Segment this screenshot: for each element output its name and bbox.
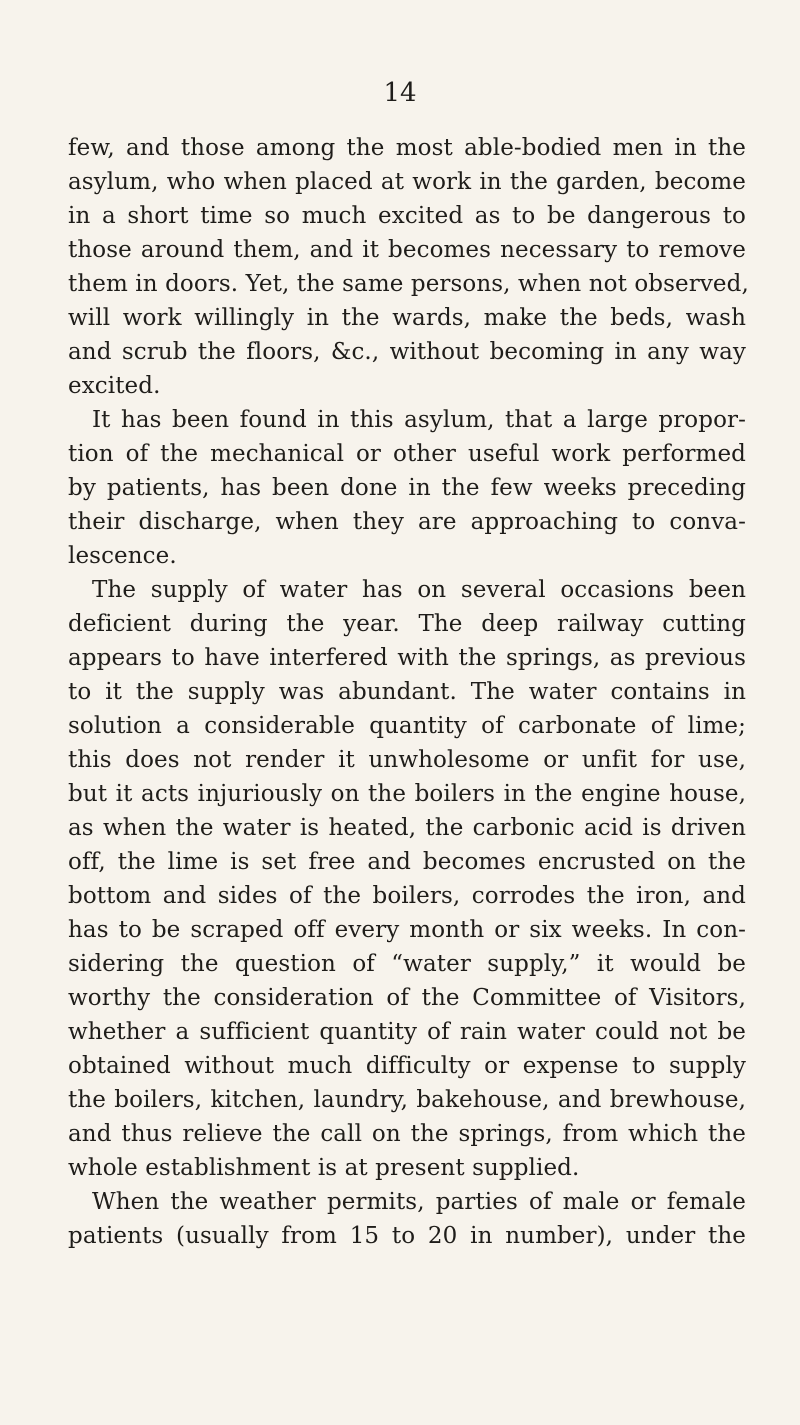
- text-line: them in doors. Yet, the same persons, when not observed,: [68, 271, 749, 297]
- text-line: has to be scraped off every month or six weeks. In con-: [68, 917, 746, 943]
- text-line: off, the lime is set free and becomes encrusted on the: [68, 849, 746, 875]
- text-line: whether a sufficient quantity of rain water could not be: [68, 1019, 746, 1045]
- text-line: worthy the consideration of the Committee of Visitors,: [68, 985, 746, 1011]
- text-line: and scrub the floors, &c., without becoming in any way: [68, 339, 746, 365]
- text-line: It has been found in this asylum, that a large propor-: [92, 407, 746, 433]
- text-line: but it acts injuriously on the boilers in the engine house,: [68, 781, 746, 807]
- text-line: appears to have interfered with the springs, as previous: [68, 645, 746, 671]
- text-line: obtained without much difficulty or expense to supply: [68, 1053, 746, 1079]
- page-number: 14: [383, 78, 417, 108]
- text-line: those around them, and it becomes necessary to remove: [68, 237, 746, 263]
- text-line: to it the supply was abundant. The water contains in: [68, 679, 746, 705]
- text-line: asylum, who when placed at work in the garden, become: [68, 169, 746, 195]
- text-line: patients (usually from 15 to 20 in number), under the: [68, 1223, 746, 1249]
- text-line: When the weather permits, parties of male or female: [92, 1189, 746, 1215]
- text-line: by patients, has been done in the few weeks preceding: [68, 475, 746, 501]
- text-line: solution a considerable quantity of carbonate of lime;: [68, 713, 746, 739]
- text-line: in a short time so much excited as to be dangerous to: [68, 203, 746, 229]
- text-line: will work willingly in the wards, make the beds, wash: [68, 305, 746, 331]
- text-line: sidering the question of “water supply,” it would be: [68, 951, 746, 977]
- text-line: bottom and sides of the boilers, corrodes the iron, and: [68, 883, 746, 909]
- text-line: tion of the mechanical or other useful work performed: [68, 441, 746, 467]
- text-line: this does not render it unwholesome or unfit for use,: [68, 747, 746, 773]
- text-line: their discharge, when they are approaching to conva-: [68, 509, 746, 535]
- text-line: as when the water is heated, the carbonic acid is driven: [68, 815, 746, 841]
- text-line: whole establishment is at present supplied.: [68, 1155, 580, 1181]
- text-line: few, and those among the most able-bodied men in the: [68, 135, 746, 161]
- text-line: excited.: [68, 373, 161, 399]
- text-line: lescence.: [68, 543, 177, 569]
- text-line: deficient during the year. The deep railway cutting: [68, 611, 746, 637]
- text-line: and thus relieve the call on the springs, from which the: [68, 1121, 746, 1147]
- text-line: the boilers, kitchen, laundry, bakehouse, and brewhouse,: [68, 1087, 746, 1113]
- text-line: The supply of water has on several occasions been: [92, 577, 746, 603]
